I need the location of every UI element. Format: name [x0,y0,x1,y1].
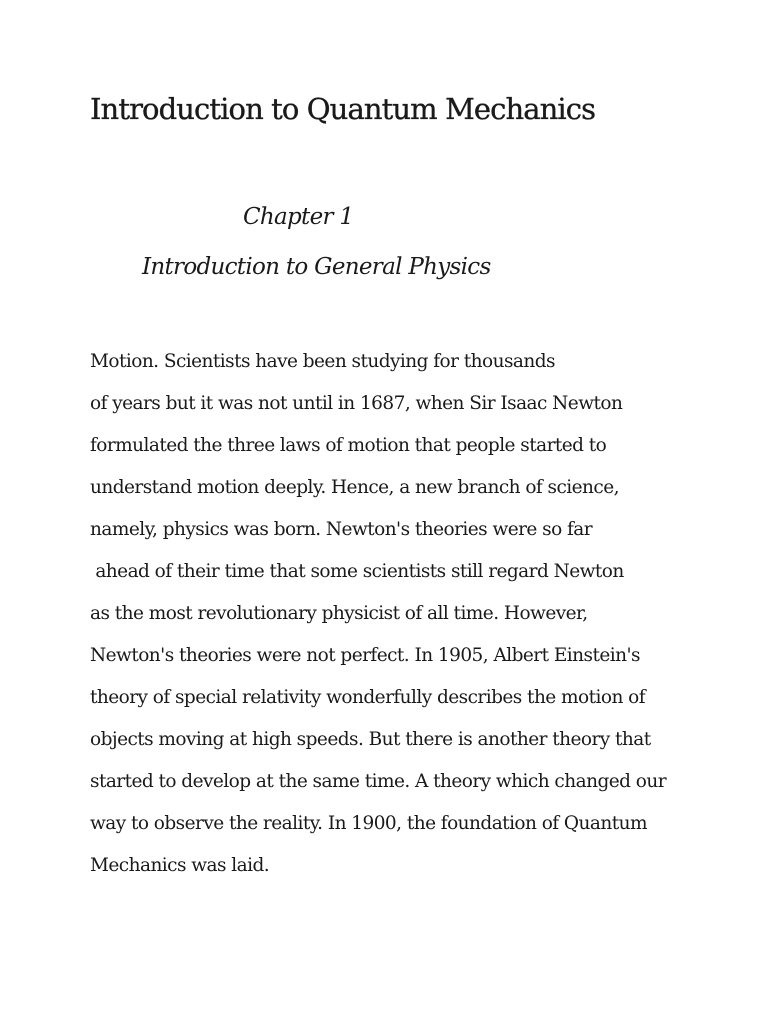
body-line: Mechanics was laid. [90,855,270,876]
chapter-number: Chapter 1 [243,204,354,230]
body-line: theory of special relativity wonderfully describes the motion of [90,687,646,708]
chapter-title: Introduction to General Physics [142,254,491,280]
body-line: of years but it was not until in 1687, when Sir Isaac Newton [90,393,623,414]
body-line: Newton's theories were not perfect. In 1905, Albert Einstein's [90,645,640,666]
document-title: Introduction to Quantum Mechanics [90,92,596,126]
body-line: way to observe the reality. In 1900, the foundation of Quantum [90,813,647,834]
body-line: as the most revolutionary physicist of all time. However, [90,603,588,624]
body-line: namely, physics was born. Newton's theories were so far [90,519,593,540]
body-line: Motion. Scientists have been studying for thousands [90,351,556,372]
body-line: objects moving at high speeds. But there is another theory that [90,729,651,750]
body-line: started to develop at the same time. A theory which changed our [90,771,667,792]
body-line: formulated the three laws of motion that people started to [90,435,607,456]
body-line: ahead of their time that some scientists still regard Newton [90,561,624,582]
body-line: understand motion deeply. Hence, a new branch of science, [90,477,619,498]
body-paragraph [90,346,666,892]
